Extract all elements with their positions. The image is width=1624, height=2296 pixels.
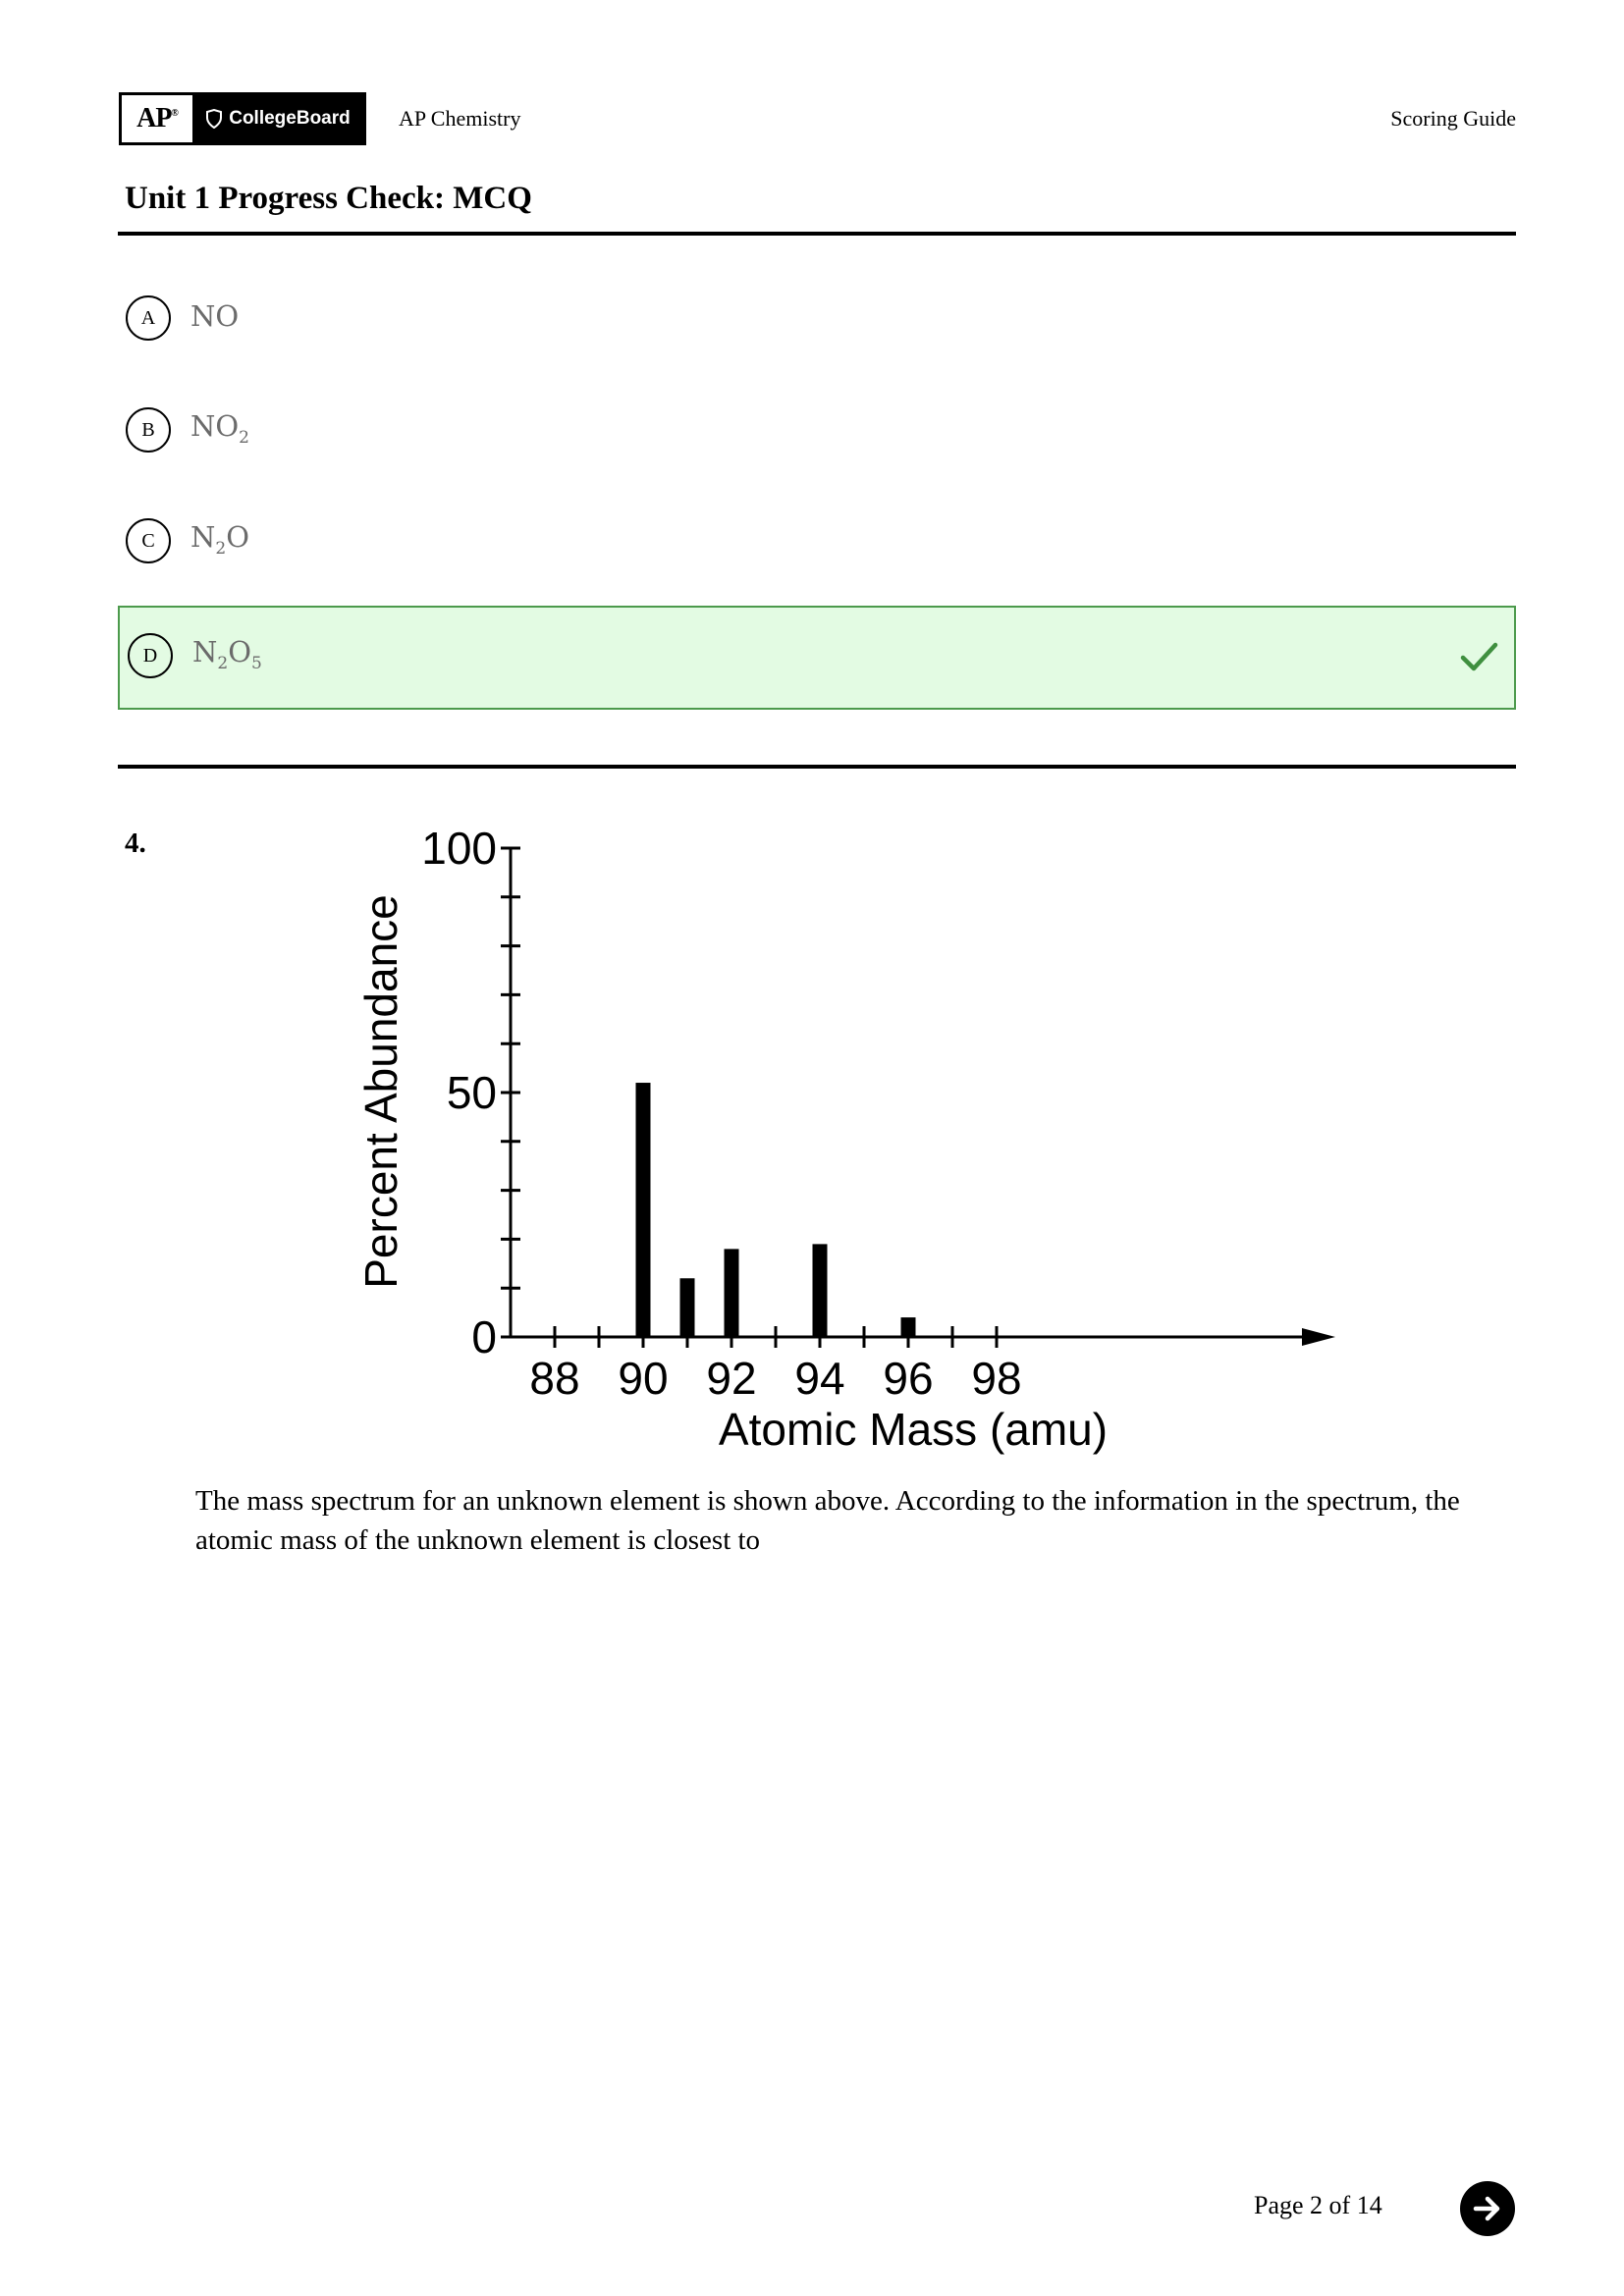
option-d-correct[interactable] bbox=[118, 606, 1516, 710]
x-tick-label: 94 bbox=[794, 1353, 845, 1404]
scoring-guide-label: Scoring Guide bbox=[1390, 106, 1516, 131]
next-page-button[interactable] bbox=[1460, 2181, 1515, 2236]
x-tick-label: 96 bbox=[883, 1353, 934, 1404]
option-letter: D bbox=[128, 633, 173, 678]
bar-92 bbox=[725, 1249, 739, 1337]
arrow-right-icon bbox=[1470, 2191, 1505, 2226]
section-divider bbox=[118, 765, 1516, 769]
bar-91 bbox=[680, 1278, 695, 1337]
option-letter: B bbox=[126, 407, 171, 453]
x-axis-arrow bbox=[1302, 1328, 1335, 1346]
question-number: 4. bbox=[125, 828, 146, 859]
x-tick-label: 92 bbox=[706, 1353, 757, 1404]
bar-94 bbox=[813, 1244, 828, 1337]
option-letter: A bbox=[126, 295, 171, 341]
y-tick-label: 0 bbox=[471, 1311, 497, 1362]
x-tick-label: 98 bbox=[971, 1353, 1022, 1404]
y-tick-label: 100 bbox=[421, 823, 497, 874]
x-tick-label: 90 bbox=[618, 1353, 669, 1404]
option-text: $NO_2$ bbox=[190, 409, 249, 448]
bar-90 bbox=[636, 1083, 651, 1337]
mass-spectrum-chart bbox=[334, 815, 1365, 1482]
question-text: The mass spectrum for an unknown element is shown above. According to the information in the spectrum, the atomic mass of the unknown element is closest to bbox=[195, 1485, 1460, 1556]
ap-collegeboard-logo bbox=[119, 92, 366, 145]
x-axis-label: Atomic Mass (amu) bbox=[718, 1404, 1109, 1455]
page-indicator: Page 2 of 14 bbox=[1254, 2191, 1382, 2219]
option-text: NO bbox=[190, 299, 240, 333]
checkmark-icon bbox=[1457, 635, 1500, 678]
option-a[interactable] bbox=[118, 266, 1516, 370]
y-tick-label: 50 bbox=[446, 1067, 497, 1118]
x-axis bbox=[511, 1326, 1335, 1404]
course-name: AP Chemistry bbox=[399, 106, 521, 131]
option-b[interactable] bbox=[118, 378, 1516, 482]
bar-96 bbox=[901, 1317, 916, 1337]
bars bbox=[636, 1083, 916, 1337]
acorn-icon bbox=[205, 109, 223, 129]
option-text: $N_2O$ bbox=[190, 520, 249, 559]
collegeboard-logo-mark: CollegeBoard bbox=[192, 95, 363, 142]
page-title: Unit 1 Progress Check: MCQ bbox=[125, 181, 532, 216]
option-letter: C bbox=[126, 518, 171, 563]
option-c[interactable] bbox=[118, 489, 1516, 593]
x-tick-label: 88 bbox=[529, 1353, 580, 1404]
y-axis bbox=[421, 823, 520, 1362]
header-divider bbox=[118, 232, 1516, 236]
y-axis-label: Percent Abundance bbox=[355, 894, 406, 1289]
ap-logo-mark: AP ® bbox=[122, 95, 192, 142]
option-text: $N_2O_5$ bbox=[192, 635, 262, 673]
